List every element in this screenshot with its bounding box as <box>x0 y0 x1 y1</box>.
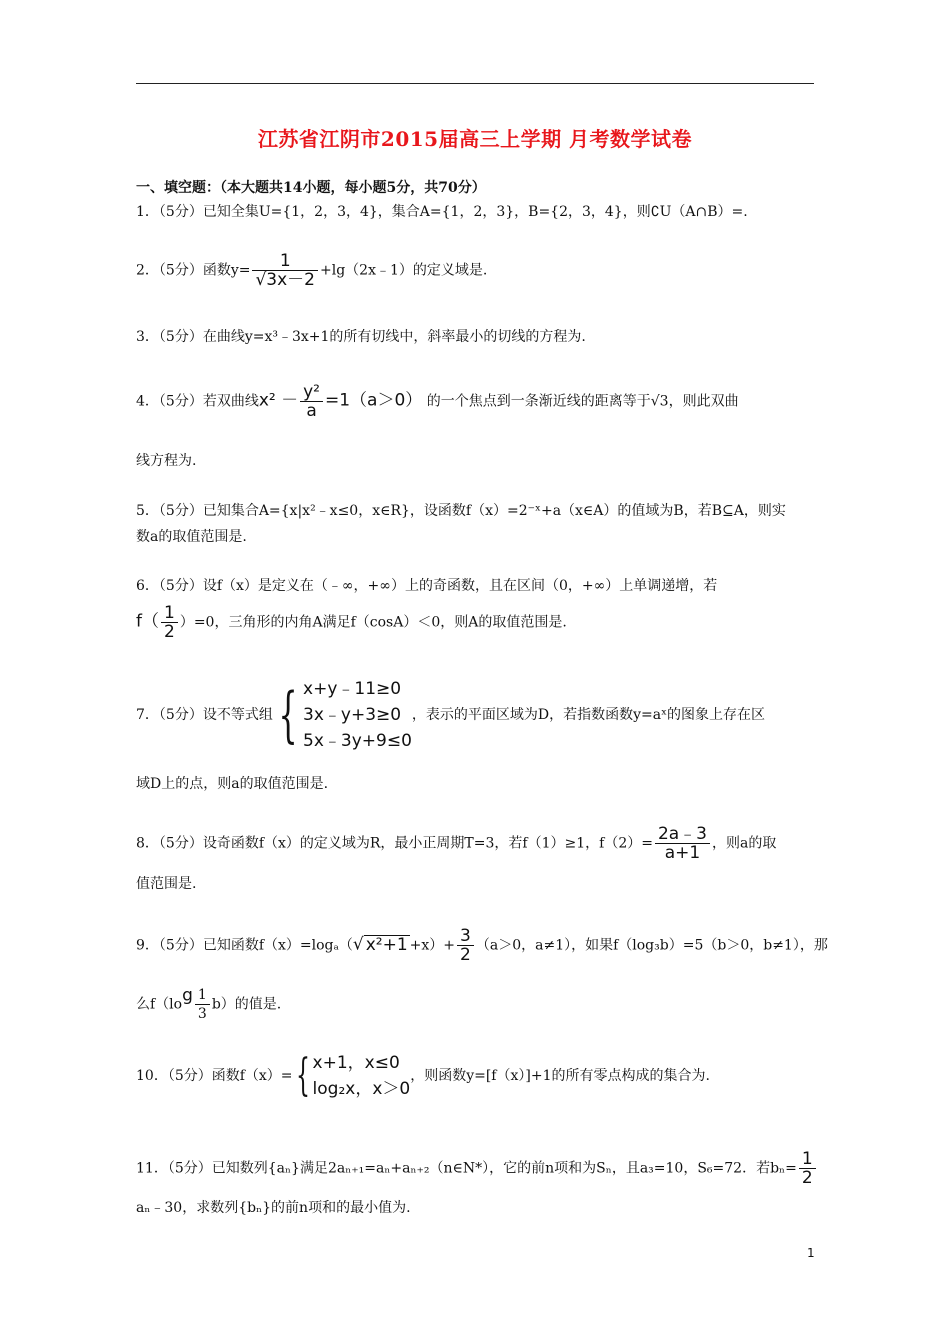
header-rule <box>136 83 814 84</box>
q7-ineq-3: 5x﹣3y+9≤0 <box>303 731 412 751</box>
q7-prefix: 7．（5分）设不等式组 <box>136 707 273 723</box>
q2-fraction <box>252 252 318 289</box>
q2-numerator: 1 <box>279 251 291 271</box>
question-5: 5．（5分）已知集合A={x|x²﹣x≤0，x∈R}，设函数f（x）=2⁻ˣ+a（x∈A）的值域为B，若B⊆A，则实 <box>136 503 786 519</box>
q8-suffix: ，则a的取 <box>712 835 777 852</box>
q9-suffix: （a＞0，a≠1），如果f（log₃b）=5（b＞0，b≠1），那 <box>475 937 828 954</box>
q6-numerator: 1 <box>164 603 175 623</box>
q8-fraction <box>655 825 710 862</box>
q9-log-fraction <box>195 986 210 1023</box>
q9-fraction <box>457 927 474 964</box>
question-11-line2: aₙ﹣30，求数列{bₙ}的前n项和的最小值为. <box>136 1200 411 1216</box>
q2-suffix: +lg（2x﹣1）的定义域是. <box>320 262 488 279</box>
q10-system <box>313 1050 411 1102</box>
q10-suffix: ，则函数y=[f（x）]+1的所有零点构成的集合为. <box>410 1068 710 1084</box>
question-7 <box>136 676 765 754</box>
q4-suffix: 的一个焦点到一条渐近线的距离等于√3，则此双曲 <box>426 393 739 410</box>
q9-log-denominator: 3 <box>195 1004 210 1023</box>
question-3: 3．（5分）在曲线y=x³﹣3x+1的所有切线中，斜率最小的切线的方程为. <box>136 329 586 345</box>
q9-root-sign: √ <box>352 934 364 955</box>
question-9 <box>136 927 828 964</box>
q7-ineq-1: x+y﹣11≥0 <box>303 679 402 699</box>
q9-log-numerator: 1 <box>197 987 207 1003</box>
question-7-line2: 域D上的点，则a的取值范围是. <box>136 776 329 792</box>
q4-fraction <box>300 383 323 420</box>
q7-suffix: ，表示的平面区域为D，若指数函数y=aˣ的图象上存在区 <box>411 707 766 723</box>
page-title: 江苏省江阴市2015届高三上学期 月考数学试卷 <box>257 127 693 151</box>
page-number: 1 <box>807 1246 815 1260</box>
q4-numerator: y² <box>303 382 320 402</box>
q8-prefix: 8．（5分）设奇函数f（x）的定义域为R，最小正周期T=3，若f（1）≥1，f（2）= <box>136 835 653 852</box>
question-11 <box>136 1150 818 1187</box>
q11-denominator: 2 <box>799 1168 816 1187</box>
question-4-line2: 线方程为. <box>136 453 197 469</box>
q9-line2-prefix: 么f（lo <box>136 996 183 1013</box>
q9-prefix: 9．（5分）已知函数f（x）=logₐ（ <box>136 937 353 954</box>
question-1: 1．（5分）已知全集U={1，2，3，4}，集合A={1，2，3}，B={2，3，4}，则∁U（A∩B）=. <box>136 204 748 220</box>
q9-radicand: x²+1 <box>365 934 408 955</box>
q6-prefix: f（ <box>136 611 159 632</box>
q9-g: g <box>182 985 193 1006</box>
section-heading: 一、填空题：（本大题共14小题，每小题5分，共70分） <box>136 180 486 196</box>
q10-case-1: x+1，x≤0 <box>312 1053 400 1073</box>
q9-numerator: 3 <box>460 926 471 946</box>
question-6-line2 <box>136 604 567 641</box>
question-5-line2: 数a的取值范围是. <box>136 529 247 545</box>
question-2 <box>136 252 487 289</box>
question-9-line2 <box>136 986 281 1023</box>
question-8-line2: 值范围是. <box>136 876 197 892</box>
q4-prefix: 4．（5分）若双曲线 <box>136 393 259 410</box>
q2-denominator: √3x－2 <box>252 270 318 289</box>
question-8 <box>136 825 776 862</box>
q7-ineq-2: 3x﹣y+3≥0 <box>303 705 402 725</box>
q6-denominator: 2 <box>161 622 178 641</box>
q4-expr-a: x² － <box>258 390 299 411</box>
q8-denominator: a+1 <box>655 843 710 862</box>
q7-brace: { <box>278 680 298 750</box>
q10-prefix: 10．（5分）函数f（x）= <box>136 1068 293 1084</box>
q9-denominator: 2 <box>457 945 474 964</box>
q6-fraction <box>161 604 178 641</box>
q4-denominator: a <box>300 401 323 420</box>
question-10 <box>136 1050 710 1102</box>
q7-system <box>303 676 412 754</box>
q11-prefix: 11．（5分）已知数列{aₙ}满足2aₙ₊₁=aₙ+aₙ₊₂（n∈N*），它的前n项和为Sₙ，且a₃=10，S₆=72．若bₙ= <box>136 1160 797 1177</box>
question-6: 6．（5分）设f（x）是定义在（﹣∞，+∞）上的奇函数，且在区间（0，+∞）上单调递增，若 <box>136 578 718 594</box>
q2-prefix: 2．（5分）函数y= <box>136 262 251 279</box>
q9-mid: +x）+ <box>409 937 456 954</box>
q6-suffix: ）=0，三角形的内角A满足f（cosA）＜0，则A的取值范围是. <box>179 614 567 631</box>
q8-numerator: 2a﹣3 <box>657 824 708 844</box>
q11-fraction <box>799 1150 816 1187</box>
q9-line2-suffix: b）的值是. <box>211 996 282 1013</box>
q11-numerator: 1 <box>801 1149 813 1169</box>
q10-brace: { <box>295 1050 310 1101</box>
q10-case-2: log₂x，x＞0 <box>312 1079 411 1099</box>
q4-expr-b: =1（a＞0） <box>325 390 423 411</box>
question-4 <box>136 383 739 420</box>
